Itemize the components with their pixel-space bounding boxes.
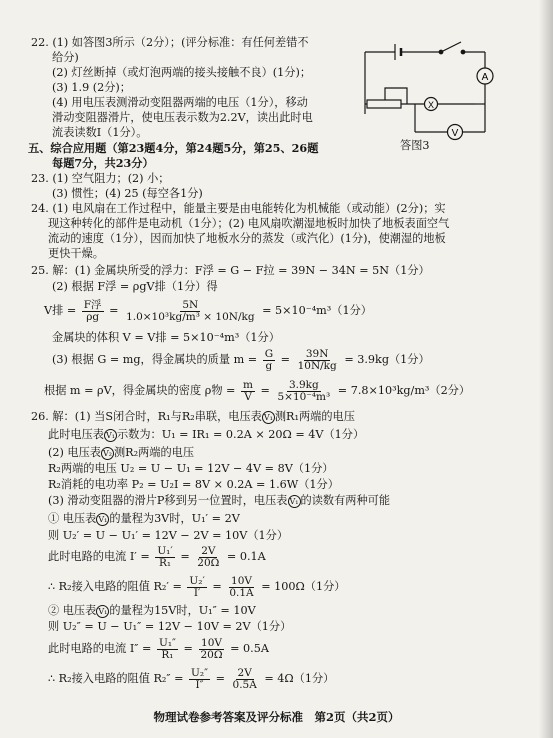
q26-current-1-eq: = [180,550,190,563]
section5-title-1: 五、综合应用题（第23题4分，第24题5分，第25、26题 [28,141,319,155]
voltmeter-v1-icon: V₁ [96,513,109,526]
q25-frac-1 [82,300,104,323]
q26-line-11b: 的量程为15V时，U₁″ = 10V [109,604,256,617]
circuit-diagram [355,38,513,146]
q25-frac-4 [296,349,339,372]
q25-frac-4-den: 10N/kg [297,359,337,372]
q26-line-3 [48,446,194,460]
q24-line-1: 24. (1) 电风扇在工作过程中，能量主要是由电能转化为机械能（或动能）(2分)；实 [31,202,446,215]
q26-line-1 [31,410,355,424]
q26-line-1a: 26. 解：(1) 当S闭合时，R₁与R₂串联，电压表 [31,410,262,423]
q23-line-1: 23. (1) 空气阻力；(2) 小； [31,172,170,185]
q26-resist-eq-1 [48,574,345,600]
voltmeter-letter: V [451,128,459,139]
q26-frac-14-den: 0.5A [232,678,257,691]
q26-line-1b: 测R₁两端的电压 [274,410,355,423]
q25-line-2: (2) 根据 F浮 = ρgV排（1分）得 [52,280,218,293]
q26-line-8: 则 U₂′ = U − U₁′ = 12V − 2V = 10V（1分） [48,529,289,542]
q26-resist-2-eq: = [215,672,225,685]
q26-frac-12-den: 20Ω [200,648,223,661]
q26-line-6b: 的读数有两种可能 [300,494,391,507]
q26-frac-13-num: U₂″ [191,666,209,679]
voltmeter-v1-icon: V₁ [104,429,117,442]
q25-frac-4-num: 39N [305,347,329,360]
q26-frac-8-den: 20Ω [197,556,220,569]
q26-frac-11-num: U₁″ [158,636,176,649]
q26-line-2b: 示数为：U₁ = IR₁ = 0.2A × 20Ω = 4V（1分） [116,428,365,441]
q26-line-3b: 测R₂两端的电压 [113,446,195,459]
q25-frac-5-den: V [244,390,252,403]
q25-v-rhs: = 5×10⁻⁴m³（1分） [262,304,372,317]
q26-frac-7-num: U₁′ [157,544,173,557]
q26-frac-14 [231,668,259,691]
q26-line-7a: ① 电压表 [48,512,97,525]
q22-line-5: (4) 用电压表测滑动变阻器两端的电压（1分），移动 [52,96,308,109]
q26-frac-14-num: 2V [237,666,252,679]
q25-frac-5-num: m [243,378,253,391]
q25-volume-eq [44,298,372,324]
q26-frac-10-num: 10V [231,574,252,587]
q22-line-3: (2) 灯丝断掉（或灯泡两端的接头接触不良）(1分)； [52,66,312,79]
diagram-caption: 答图3 [400,139,430,152]
q26-current-eq-1 [48,544,266,570]
q26-resist-1-eq: = [212,580,222,593]
voltmeter-v1-icon: V₁ [96,605,109,618]
q25-mass-eq-sign: = [280,353,291,366]
q25-frac-2-num: 5N [182,298,199,311]
q24-line-3: 流动的速度（1分），因而加快了地板水分的蒸发（或汽化）(1分)，使潮湿的地板 [48,232,446,245]
q25-frac-3 [263,349,275,372]
q25-density-eq-sign: = [260,384,270,397]
q26-resist-eq-2 [48,666,334,692]
voltmeter-v2-icon: V₂ [101,447,114,460]
section5-title-2: 每题7分，共23分） [52,156,154,170]
q26-resist-2-lhs: ∴ R₂接入电路的阻值 R₂″ = [48,672,184,685]
page-footer: 物理试卷参考答案及评分标准 第2页（共2页） [153,710,400,724]
q25-density-eq [44,378,470,404]
q26-frac-8 [195,546,221,569]
voltmeter-v1-icon: V₁ [262,411,275,424]
q26-frac-12 [198,638,224,661]
q25-frac-5 [241,380,255,403]
q26-frac-7 [155,546,174,569]
q26-frac-7-den: R₁ [158,556,172,569]
q26-line-7 [48,512,240,526]
q22-line-6: 滑动变阻器滑片，使电压表示数为2.2V，读出此时电 [52,111,313,124]
q26-line-6a: (3) 滑动变阻器的滑片P移到另一位置时，电压表 [48,494,288,507]
q26-frac-9-den: I′ [193,586,201,599]
q26-line-5: R₂消耗的电功率 P₂ = U₂I = 8V × 0.2A = 1.6W（1分） [48,478,339,491]
q26-current-eq-2 [48,636,269,662]
q26-current-1-rhs: = 0.1A [226,550,266,563]
q26-frac-13-den: I″ [195,678,204,691]
q26-frac-10 [227,576,255,599]
q26-line-12: 则 U₂″ = U − U₁″ = 12V − 10V = 2V（1分） [48,620,292,633]
q22-line-7: 流表读数I（1分）。 [52,126,148,139]
q26-line-4: R₂两端的电压 U₂ = U − U₁ = 12V − 4V = 8V（1分） [48,462,334,475]
q26-frac-11-den: R₁ [161,648,174,661]
q25-eq-sign: = [109,304,119,317]
q25-frac-3-num: G [264,347,274,360]
q26-resist-1-lhs: ∴ R₂接入电路的阻值 R₂′ = [48,580,182,593]
q25-frac-6-den: 5×10⁻⁴m³ [277,390,331,403]
q25-density-rhs: = 7.8×10³kg/m³（2分） [337,384,471,397]
q25-mass-rhs: = 3.9kg（1分） [344,353,430,366]
voltmeter-v1-icon: V₁ [288,495,301,508]
q22-line-4: (3) 1.9 (2分)； [52,81,131,94]
q26-frac-11 [157,638,178,661]
scan-edge-shadow [539,0,553,738]
q25-line-1: 25. 解：(1) 金属块所受的浮力：F浮 = G − F拉 = 39N − 34N = 5N（1分） [31,264,430,277]
q25-mass-lhs: (3) 根据 G = mg，得金属块的质量 m = [52,353,258,366]
q26-line-11 [48,604,256,618]
q23-line-2: (3) 惯性；(4) 25 (每空各1分) [52,187,203,200]
q25-frac-2 [124,300,257,323]
q24-line-2: 现这种转化的部件是电动机（1分）；(2) 电风扇吹潮湿地板时加快了地板表面空气 [48,217,450,230]
q26-line-3a: (2) 电压表 [48,446,101,459]
q25-density-lhs: 根据 m = ρV，得金属块的密度 ρ物 = [44,384,236,397]
q25-frac-6-num: 3.9kg [288,378,319,391]
q25-frac-3-den: g [265,359,273,372]
lamp-letter: X [427,100,435,110]
q25-frac-1-den: ρg [86,310,100,323]
q26-current-1-lhs: 此时电路的电流 I′ = [48,550,150,563]
ammeter-letter: A [481,72,489,83]
q26-line-7b: 的量程为3V时，U₁′ = 2V [109,512,240,525]
q22-line-1: 22. (1) 如答图3所示（2分）；(评分标准：有任何差错不 [31,36,309,49]
q25-mass-eq [52,347,430,373]
q26-resist-1-rhs: = 100Ω（1分） [261,580,346,593]
q26-line-6 [48,494,390,508]
q26-line-11a: ② 电压表 [48,604,97,617]
q26-frac-9-num: U₂′ [189,574,205,587]
q25-line-4: 金属块的体积 V = V排 = 5×10⁻⁴m³（1分） [52,331,280,344]
q26-frac-10-den: 0.1A [229,586,254,599]
q26-frac-12-num: 10V [201,636,222,649]
q25-frac-1-num: F浮 [83,298,102,311]
q24-line-4: 更快干燥。 [48,247,104,260]
q22-line-2: 给分) [52,51,79,64]
q26-current-2-rhs: = 0.5A [230,642,269,655]
q26-current-2-eq: = [183,642,193,655]
q25-v-lhs: V排 = [44,304,77,317]
q25-frac-6 [275,380,332,403]
q25-frac-2-den: 1.0×10³kg/m³ × 10N/kg [126,310,255,323]
q26-frac-13 [189,668,210,691]
q26-resist-2-rhs: = 4Ω（1分） [264,672,335,685]
q26-line-2a: 此时电压表 [48,428,104,441]
q26-frac-9 [187,576,206,599]
q26-frac-8-num: 2V [201,544,216,557]
q26-line-2 [48,428,364,442]
q26-current-2-lhs: 此时电路的电流 I″ = [48,642,152,655]
